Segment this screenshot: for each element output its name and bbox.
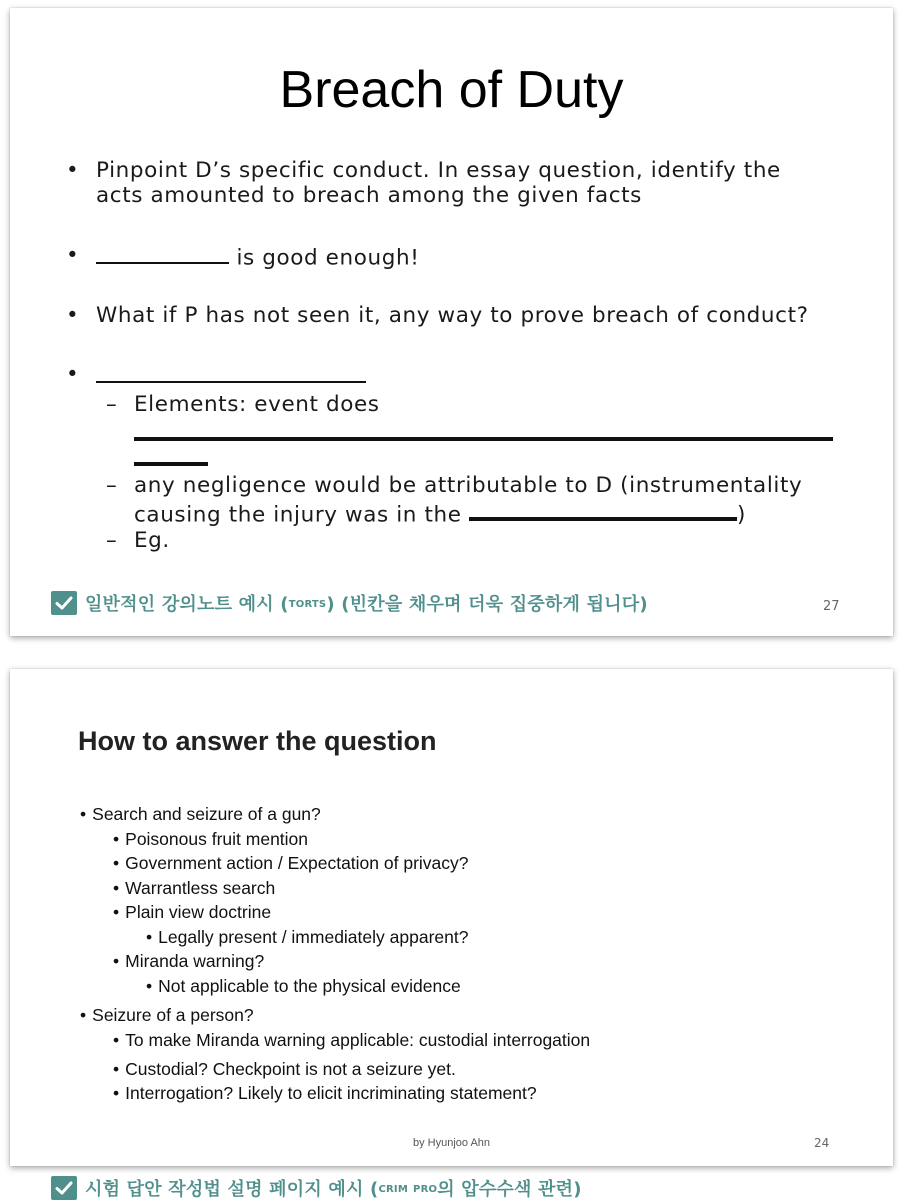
list-item: • Not applicable to the physical evidence (146, 976, 461, 996)
caption-text: crim pro (378, 1180, 438, 1196)
bullet-text: is good enough! (236, 245, 420, 271)
caption-note (51, 590, 648, 616)
list-item: • Custodial? Checkpoint is not a seizure yet. (113, 1059, 456, 1079)
list-item: • Poisonous fruit mention (113, 829, 309, 849)
bullet-item (66, 362, 366, 389)
sub-text: Eg. (134, 528, 170, 553)
caption-text: ) (빈칸을 채우며 더욱 집중하게 됩니다) (326, 594, 648, 615)
sub-text: any negligence would be attributable to D (instrumentality (134, 473, 803, 498)
dash-marker: – (106, 473, 118, 498)
list-item: • Miranda warning? (113, 951, 265, 971)
bullet-text: Pinpoint D’s specific conduct. In essay question, identify the (96, 158, 781, 183)
caption-note (51, 1175, 582, 1201)
slide-breach-of-duty (10, 8, 893, 636)
sub-text: causing the injury was in the (134, 502, 462, 528)
list-item: • Warrantless search (113, 878, 276, 898)
slide-title: How to answer the question (78, 726, 437, 756)
list-item: • Plain view doctrine (113, 902, 272, 922)
bullet-text: What if P has not seen it, any way to prove breach of conduct? (96, 303, 809, 328)
fill-in-blank (134, 437, 833, 441)
list-item: • Search and seizure of a gun? (80, 804, 321, 824)
sub-text: Elements: event does (134, 392, 380, 417)
fill-in-blank (96, 243, 229, 264)
list-item: • Government action / Expectation of privacy? (113, 853, 469, 873)
bullet-marker: • (66, 243, 80, 268)
sub-item (106, 528, 170, 553)
slide-footer: by Hyunjoo Ahn (412, 1137, 491, 1149)
list-item: • To make Miranda warning applicable: custodial interrogation (113, 1030, 591, 1050)
sub-text: ) (736, 502, 746, 528)
page-number: 24 (814, 1136, 830, 1150)
slide-how-to-answer (10, 669, 893, 1166)
list-item: • Legally present / immediately apparent? (146, 927, 469, 947)
caption-text: 의 압수수색 관련) (437, 1179, 582, 1200)
fill-in-blank (469, 498, 737, 521)
list-item: • Seizure of a person? (80, 1005, 254, 1025)
dash-marker: – (106, 528, 118, 553)
bullet-item (66, 243, 420, 271)
check-icon (51, 591, 77, 615)
caption-text: torts (288, 595, 327, 611)
bullet-item (66, 303, 809, 328)
page-number: 27 (823, 599, 840, 614)
sub-item (106, 392, 380, 417)
sub-item (106, 473, 803, 528)
bullet-marker: • (66, 362, 80, 387)
bullet-text: acts amounted to breach among the given facts (96, 183, 642, 208)
list-item: • Interrogation? Likely to elicit incriminating statement? (113, 1083, 537, 1103)
dash-marker: – (106, 392, 118, 417)
bullet-item (66, 158, 781, 208)
caption-text: 일반적인 강의노트 예시 ( (85, 594, 289, 615)
fill-in-blank (96, 362, 366, 383)
bullet-marker: • (66, 303, 80, 328)
bullet-marker: • (66, 158, 80, 183)
caption-text: 시험 답안 작성법 설명 페이지 예시 ( (85, 1179, 379, 1200)
check-icon (51, 1176, 77, 1200)
fill-in-blank (134, 462, 208, 466)
slide-title: Breach of Duty (279, 61, 624, 119)
